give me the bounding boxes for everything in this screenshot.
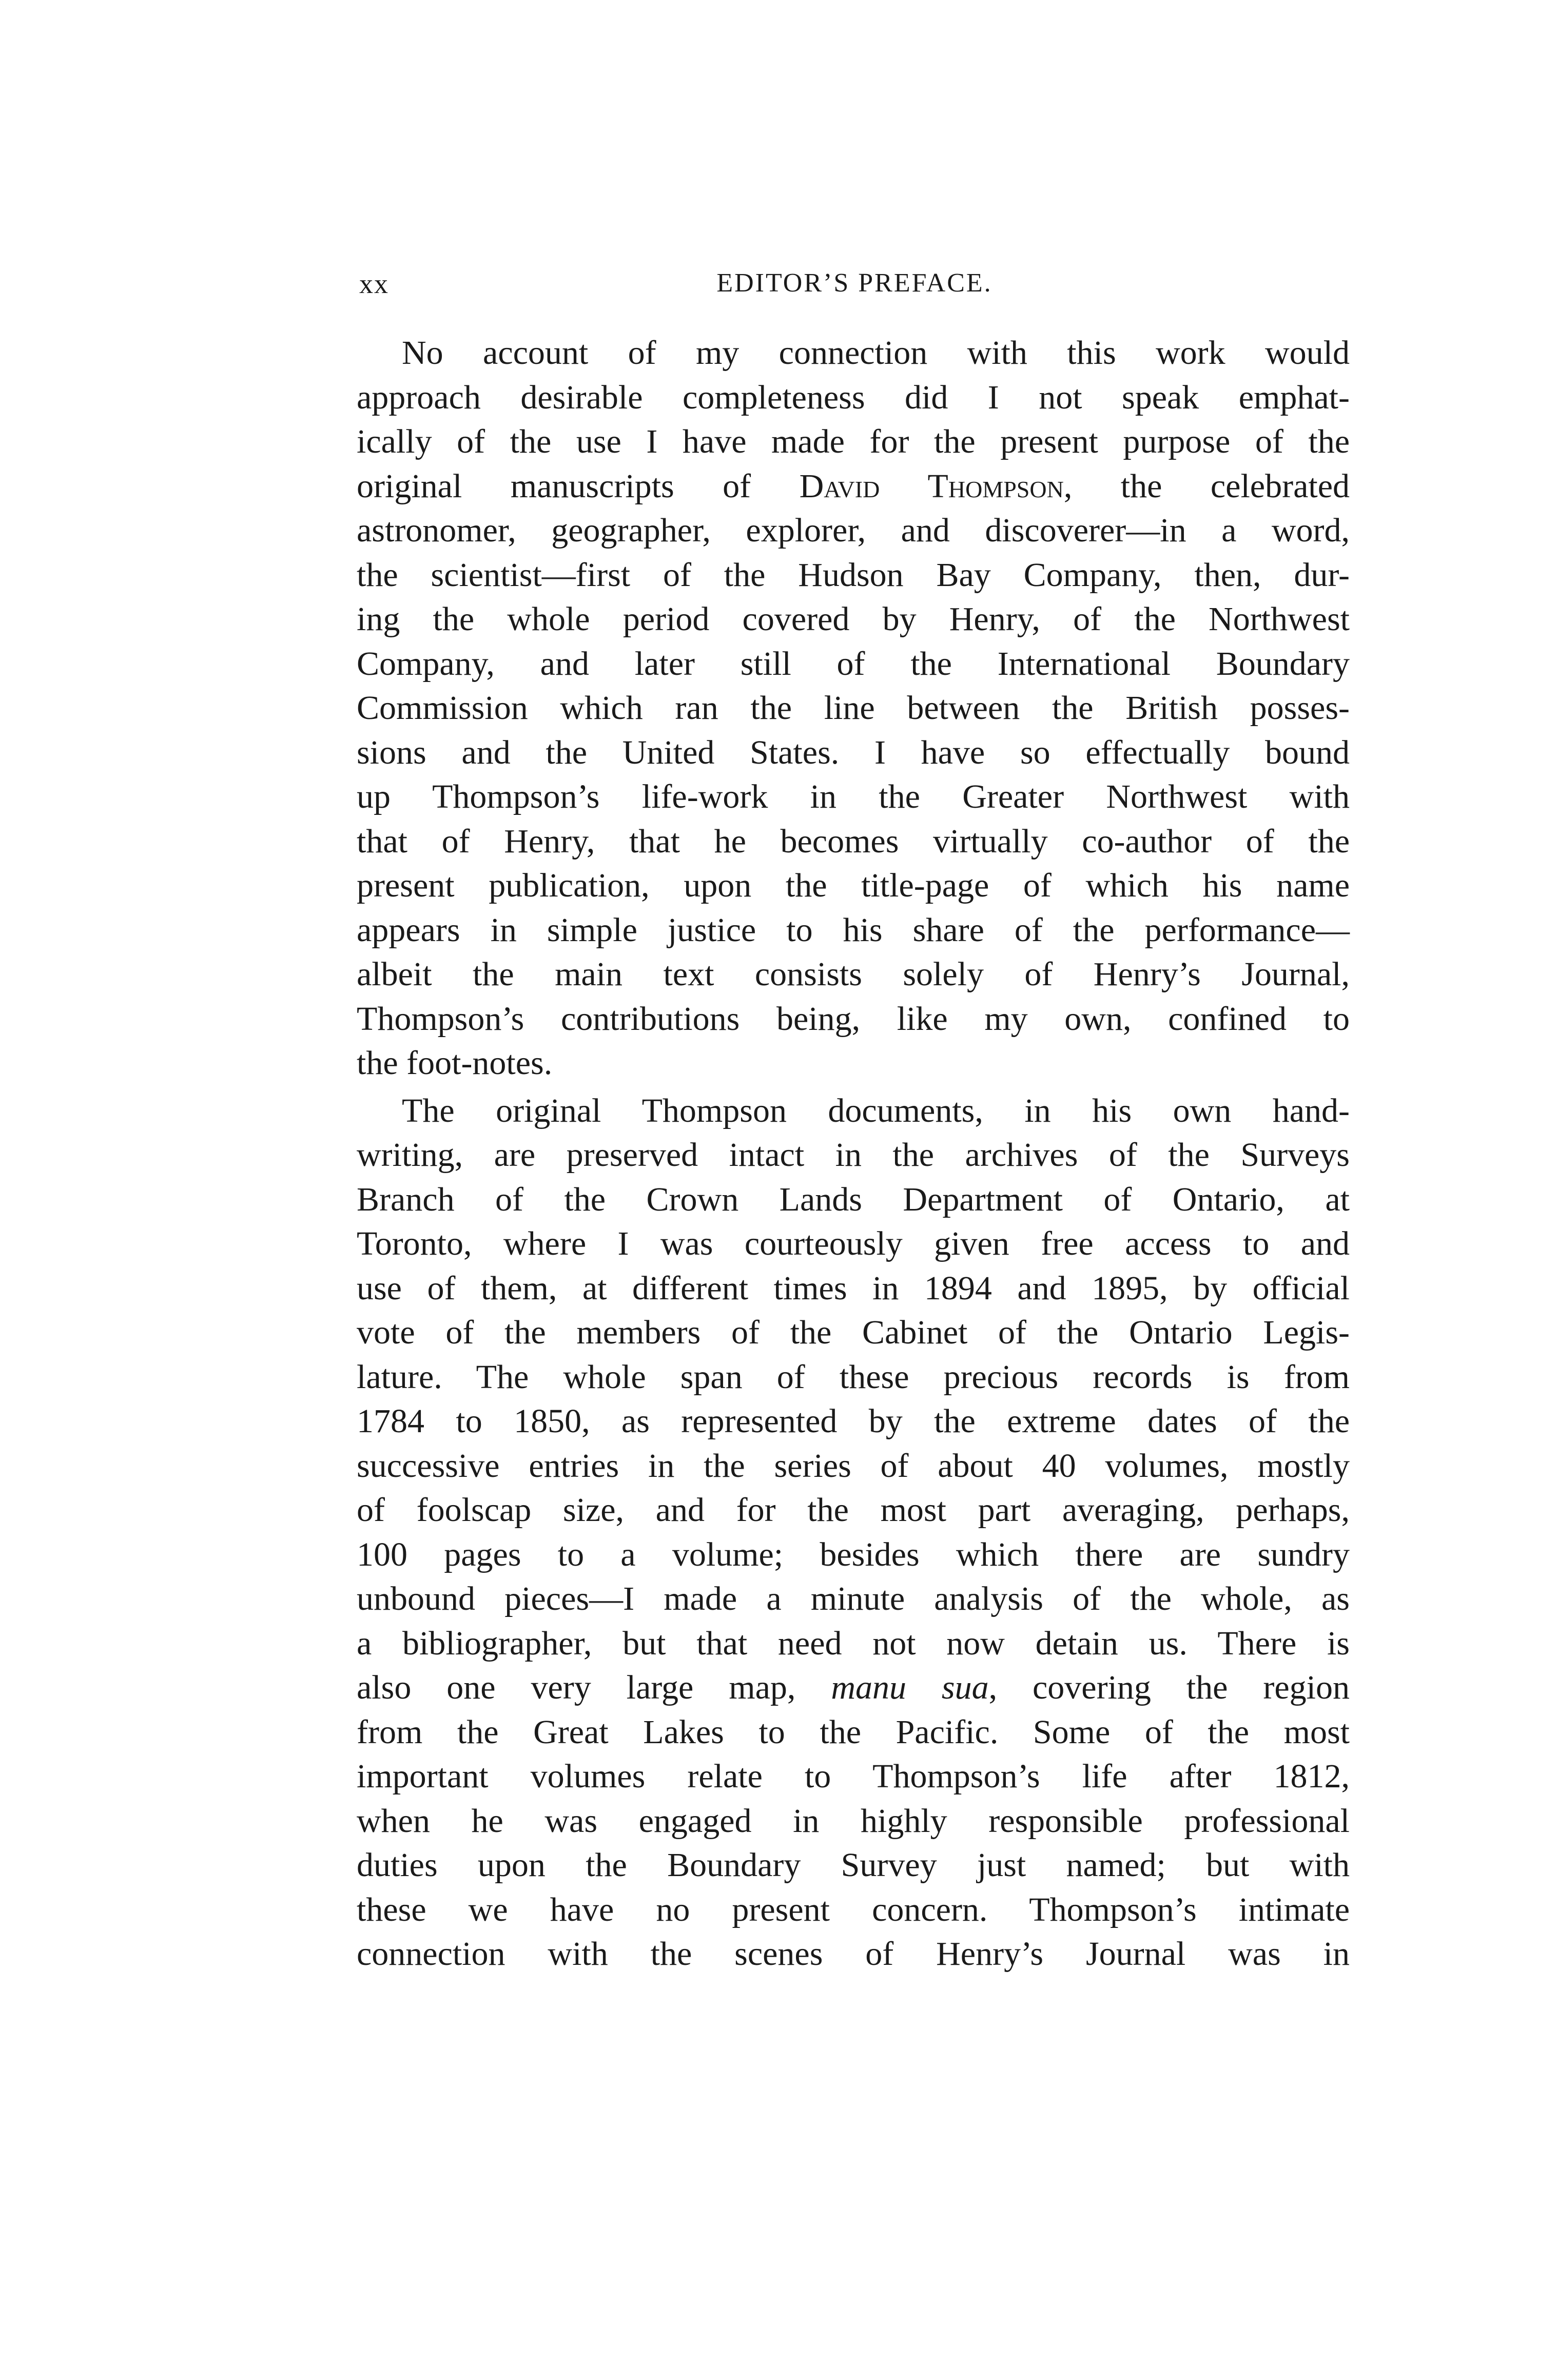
text-line: ing the whole period covered by Henry, of the Northwest xyxy=(357,600,1350,638)
paragraph-1 xyxy=(357,331,1350,1086)
text-line: the foot-notes. xyxy=(357,1044,553,1082)
text-line: 100 pages to a volume; besides which there are sundry xyxy=(357,1535,1350,1573)
text-line: ically of the use I have made for the present purpose of the xyxy=(357,423,1350,460)
text-line: writing, are preserved intact in the archives of the Surveys xyxy=(357,1136,1350,1174)
text-line: a bibliographer, but that need not now detain us. There is xyxy=(357,1624,1350,1662)
text-line: the scientist—first of the Hudson Bay Company, then, dur- xyxy=(357,556,1350,594)
text-line: Toronto, where I was courteously given free access to and xyxy=(357,1225,1350,1262)
text-line: when he was engaged in highly responsible professional xyxy=(357,1802,1350,1840)
page-header xyxy=(359,268,1350,304)
text-line: present publication, upon the title-page of which his name xyxy=(357,867,1350,904)
text-line: astronomer, geographer, explorer, and discoverer—in a word, xyxy=(357,512,1350,549)
text-line: The original Thompson documents, in his own hand- xyxy=(402,1091,1350,1129)
text-line: important volumes relate to Thompson’s life after 1812, xyxy=(357,1758,1350,1795)
text-line: from the Great Lakes to the Pacific. Some of the most xyxy=(357,1713,1350,1751)
text-line: Company, and later still of the International Boundary xyxy=(357,645,1350,682)
text-line: unbound pieces—I made a minute analysis of the whole, as xyxy=(357,1580,1350,1617)
text-line: these we have no present concern. Thompson’s intimate xyxy=(357,1890,1350,1928)
text-line: of foolscap size, and for the most part averaging, perhaps, xyxy=(357,1491,1350,1529)
text-line: also one very large map, manu sua, covering the region xyxy=(357,1669,1350,1706)
text-line: use of them, at different times in 1894 and 1895, by official xyxy=(357,1269,1350,1307)
text-line: approach desirable completeness did I not speak emphat- xyxy=(357,378,1350,416)
text-line: Commission which ran the line between the British posses- xyxy=(357,689,1350,727)
text-line: 1784 to 1850, as represented by the extreme dates of the xyxy=(357,1402,1350,1440)
text-line: original manuscripts of David Thompson, the celebrated xyxy=(357,467,1350,505)
text-line: connection with the scenes of Henry’s Journal was in xyxy=(357,1935,1350,1973)
text-line: appears in simple justice to his share of the performance— xyxy=(357,911,1350,949)
page-number: xx xyxy=(359,268,389,299)
text-line: duties upon the Boundary Survey just named; but with xyxy=(357,1846,1350,1884)
text-line: sions and the United States. I have so effectually bound xyxy=(357,733,1350,771)
paragraph-2 xyxy=(357,1089,1350,1977)
text-line: up Thompson’s life-work in the Greater Northwest with xyxy=(357,778,1350,815)
text-line: albeit the main text consists solely of Henry’s Journal, xyxy=(357,955,1350,993)
body-text xyxy=(357,331,1350,1977)
text-line: Branch of the Crown Lands Department of Ontario, at xyxy=(357,1180,1350,1218)
text-line: No account of my connection with this work would xyxy=(402,334,1350,372)
running-head: EDITOR’S PREFACE. xyxy=(716,268,992,298)
text-line: that of Henry, that he becomes virtually co-author of the xyxy=(357,822,1350,860)
text-line: Thompson’s contributions being, like my own, confined to xyxy=(357,1000,1350,1038)
text-line: successive entries in the series of about 40 volumes, mostly xyxy=(357,1447,1350,1485)
text-line: vote of the members of the Cabinet of the Ontario Legis- xyxy=(357,1314,1350,1351)
text-line: lature. The whole span of these precious records is from xyxy=(357,1358,1350,1396)
